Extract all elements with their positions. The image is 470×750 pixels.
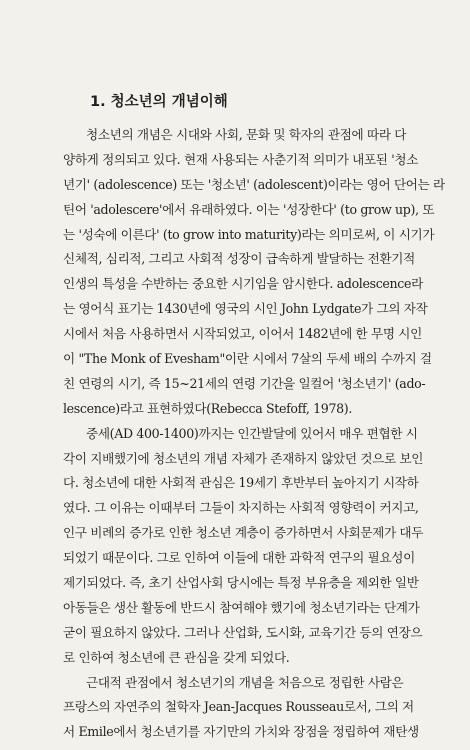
text-line: 틴어 'adolescere'에서 유래하였다. 이는 '성장한다' (to grow up), 또 <box>63 201 435 217</box>
text-line: 년기' (adolescence) 또는 '청소년' (adolescent)이라는 영어 단어는 라 <box>63 176 445 192</box>
text-line: 서 Emile에서 청소년기를 자기만의 가치와 장점을 정립하여 재탄생 <box>63 724 419 740</box>
text-line: lescence)라고 표현하였다(Rebecca Stefoff, 1978). <box>63 400 353 416</box>
text-line: 로 인하여 청소년에 큰 관심을 갖게 되었다. <box>63 649 290 665</box>
text-line: 중세(AD 400-1400)까지는 인간발달에 있어서 매우 편협한 시 <box>86 425 418 441</box>
text-line: 제기되었다. 즉, 초기 산업사회 당시에는 특정 부유층을 제외한 일반 <box>63 575 419 591</box>
text-line: 이 "The Monk of Evesham"이란 시에서 7살의 두세 배의 수까지 걸 <box>63 351 432 367</box>
text-line: 친 연령의 시기, 즉 15~21세의 연령 기간을 일컬어 '청소년기' (ado- <box>63 375 426 391</box>
text-line: 다. 청소년에 대한 사회적 관심은 19세기 후반부터 높아지기 시작하 <box>63 475 419 491</box>
text-line: 근대적 관점에서 청소년기의 개념을 처음으로 정립한 사람은 <box>86 674 404 690</box>
text-line: 양하게 정의되고 있다. 현재 사용되는 사춘기적 의미가 내포된 '청소 <box>63 151 419 167</box>
text-line: 아동들은 생산 활동에 반드시 참여해야 했기에 청소년기라는 단계가 <box>63 599 420 615</box>
text-line: 인생의 특성을 수반하는 중요한 시기임을 암시한다. adolescence라 <box>63 276 423 292</box>
paragraph-modern-perspective <box>63 671 421 746</box>
paragraph-historical-interest <box>63 422 424 671</box>
text-line: 인구 비례의 증가로 인한 청소년 계층이 증가하면서 사회문제가 대두 <box>63 525 424 541</box>
text-line: 굳이 필요하지 않았다. 그러나 산업화, 도시화, 교육기간 등의 연장으 <box>63 624 423 640</box>
text-line: 는 '성숙에 이른다' (to grow into maturity)라는 의미로써, 이 시기가 <box>63 226 435 242</box>
text-line: 는 영어식 표기는 1430년에 영국의 시인 John Lydgate가 그의 자작 <box>63 301 428 317</box>
paragraph-adolescence-etymology <box>63 123 445 422</box>
text-line: 프랑스의 자연주의 철학자 Jean-Jacques Rousseau로서, 그의 저 <box>63 699 414 715</box>
text-line: 되었기 때문이다. 그로 인하여 이들에 대한 과학적 연구의 필요성이 <box>63 550 415 566</box>
text-line: 각이 지배했기에 청소년의 개념 자체가 존재하지 않았던 것으로 보인 <box>63 450 424 466</box>
text-line: 청소년의 개념은 시대와 사회, 문화 및 학자의 관점에 따라 다 <box>86 127 407 142</box>
body-text <box>63 123 445 745</box>
section-heading: 1. 청소년의 개념이해 <box>90 94 228 110</box>
text-line: 시에서 처음 사용하면서 시작되었고, 이어서 1482년에 한 무명 시인 <box>63 326 422 342</box>
text-line: 신체적, 심리적, 그리고 사회적 성장이 급속하게 발달하는 전환기적 <box>63 251 415 267</box>
text-line: 였다. 그 이유는 이때부터 그들이 차지하는 사회적 영향력이 커지고, <box>63 500 419 516</box>
